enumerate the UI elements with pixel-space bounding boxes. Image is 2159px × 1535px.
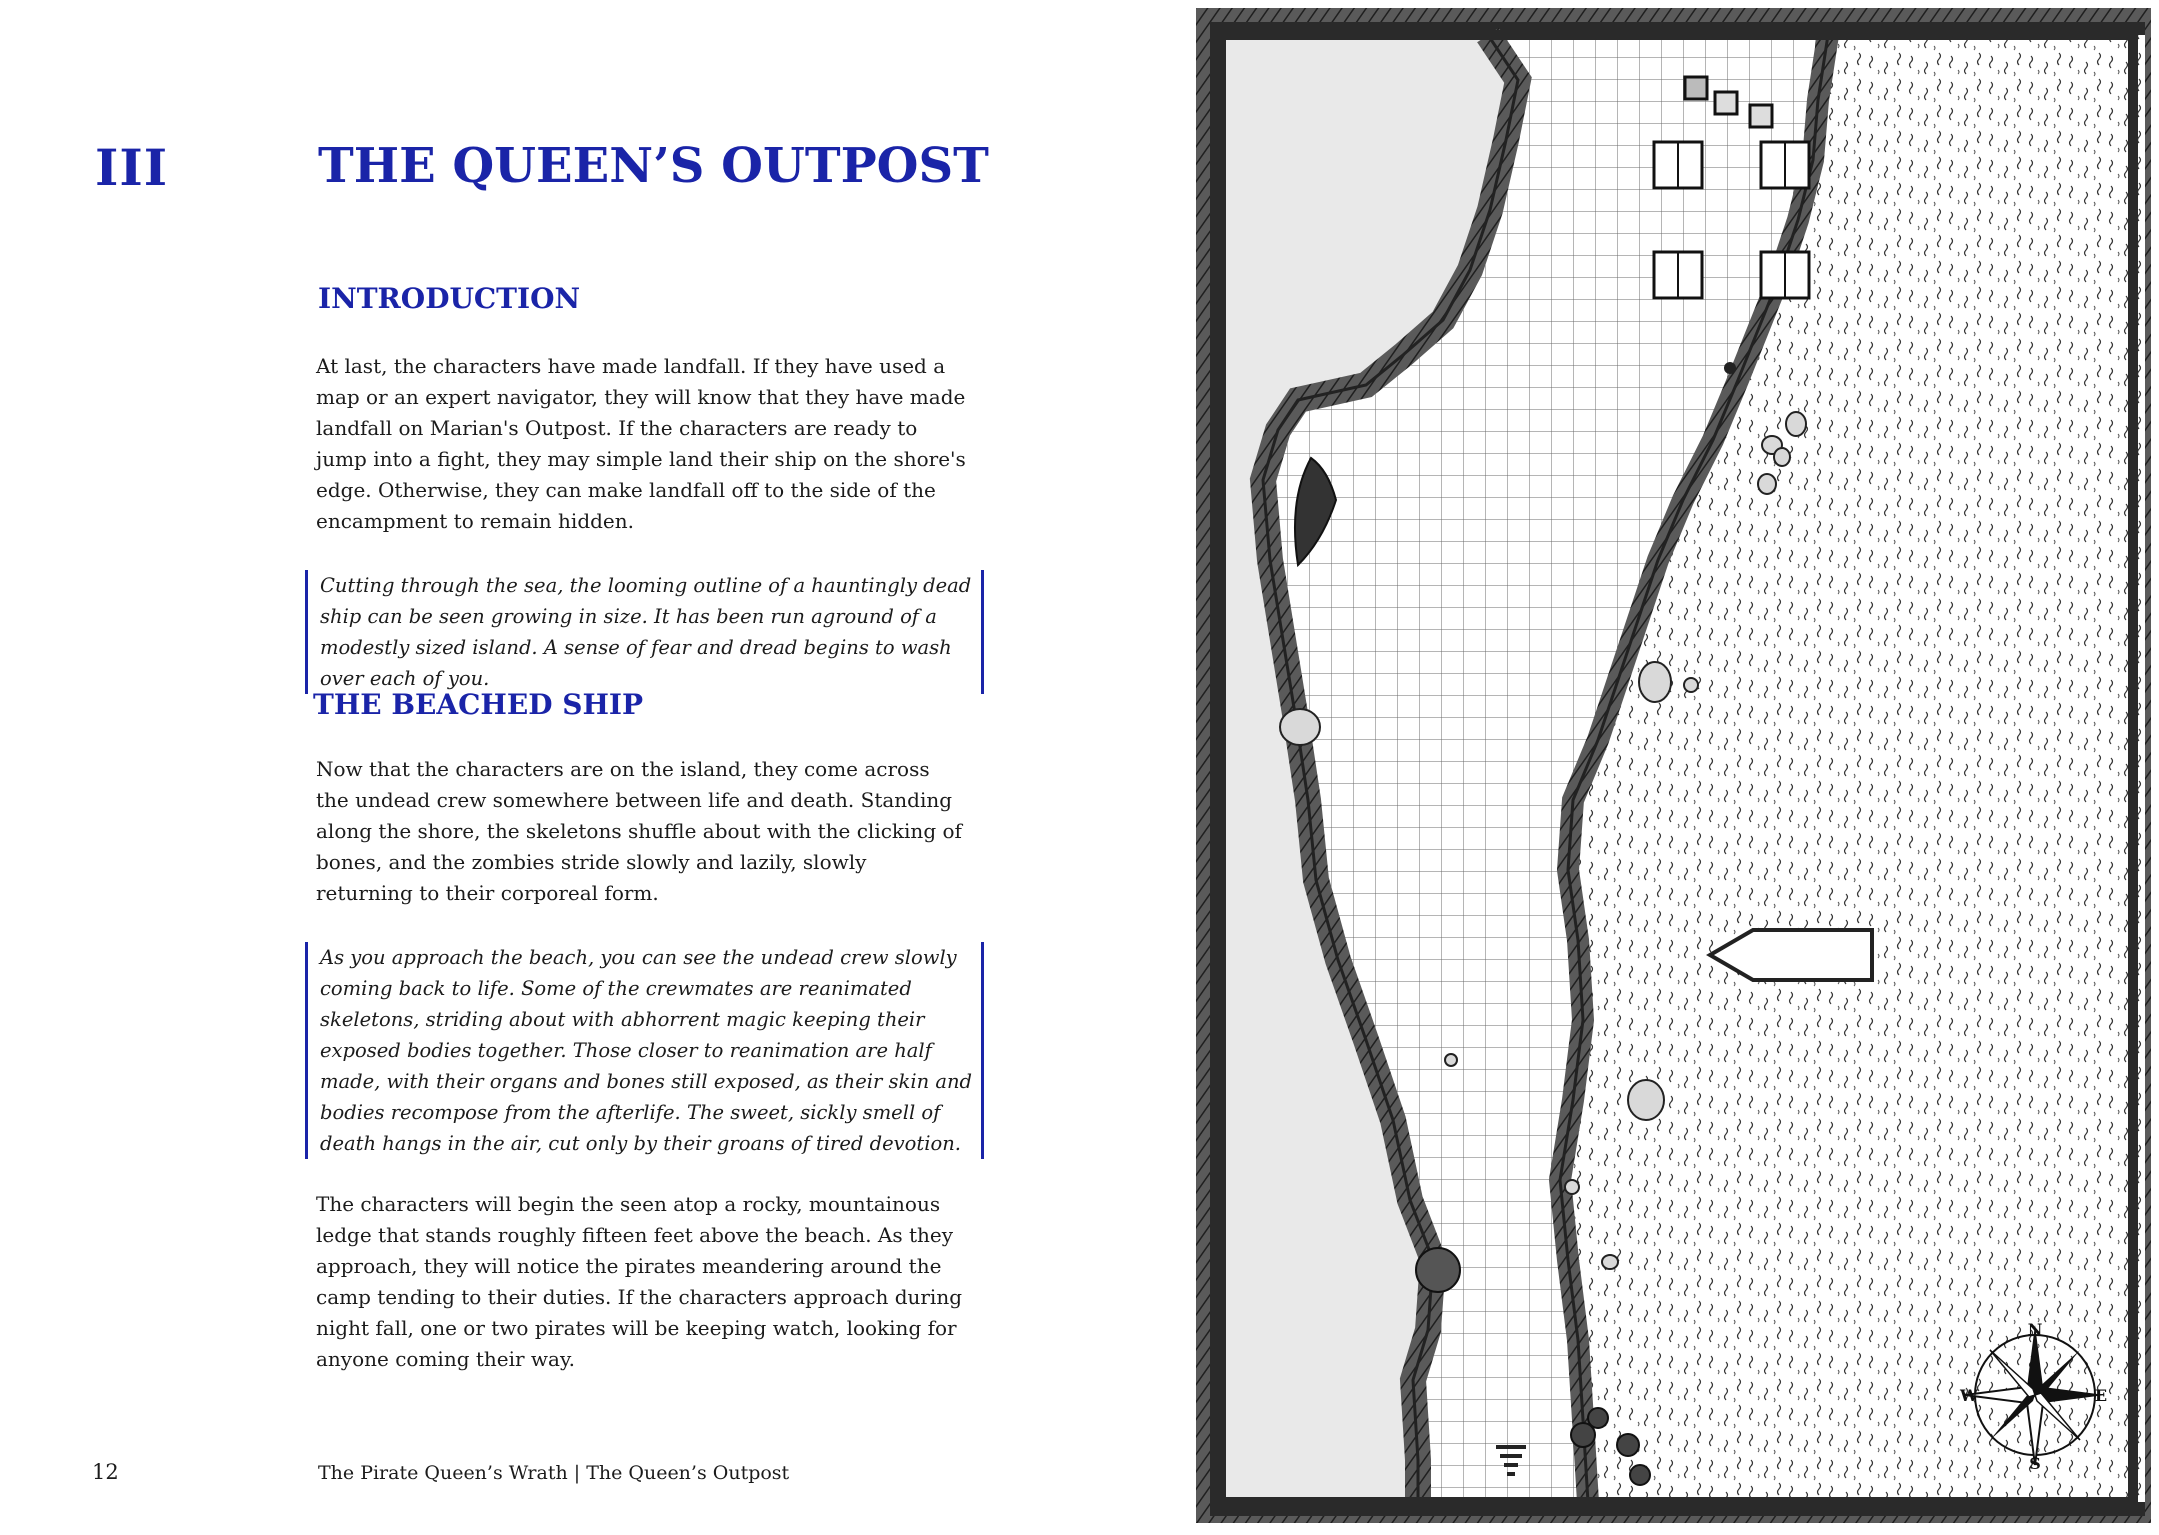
crate — [1715, 92, 1737, 114]
chapter-title: THE QUEEN’S OUTPOST — [318, 138, 989, 194]
tent — [1761, 252, 1809, 298]
beached-ship-heading: THE BEACHED SHIP — [313, 688, 644, 721]
tent — [1654, 252, 1702, 298]
crate — [1685, 77, 1707, 99]
beached-ship-paragraph-2: The characters will begin the seen atop a rocky, mountainous ledge that stands roughly fifteen feet above the beach. As they approach, they will notice the pirates meandering around the camp tending to their duties. If the characters approach during night fall, one or two pirates will be keeping watch, looking for anyone coming their way. — [316, 1192, 963, 1371]
introduction-paragraph: At last, the characters have made landfall. If they have used a map or an expert navigator, they will know that they have made landfall on Marian's Outpost. If the characters are ready to jump into a fight, they may simple land their ship on the shore's edge. Otherwise, they can make landfall off to the side of the encampment to remain hidden. — [316, 354, 966, 533]
compass-s: S — [2029, 1454, 2041, 1473]
compass-w: W — [1960, 1386, 1978, 1405]
tent — [1761, 142, 1809, 188]
running-footer: The Pirate Queen’s Wrath | The Queen’s Outpost — [318, 1462, 790, 1484]
battle-map — [1188, 0, 2159, 1531]
bush — [1416, 1248, 1460, 1292]
compass-n: N — [2027, 1320, 2043, 1339]
introduction-read-aloud: Cutting through the sea, the looming outline of a hauntingly dead ship can be seen growing in size. It has been run aground of a modestly sized island. A sense of fear and dread begins to wash over each of you. — [305, 570, 984, 694]
chapter-number: III — [95, 138, 169, 197]
tent — [1654, 142, 1702, 188]
campfire — [1724, 362, 1736, 374]
compass-e: E — [2094, 1386, 2108, 1405]
introduction-heading: INTRODUCTION — [318, 282, 581, 315]
beached-ship-paragraph-1: Now that the characters are on the island, they come across the undead crew somewhere between life and death. Standing along the shore, the skeletons shuffle about with the clicking of bones, and the zombies stride slowly and lazily, slowly returning to their corporeal form. — [316, 757, 962, 905]
beached-ship-read-aloud: As you approach the beach, you can see the undead crew slowly coming back to life. Some of the crewmates are reanimated skeletons, striding about with abhorrent magic keeping their exposed bodies together. Those closer to reanimation are half made, with their organs and bones still exposed, as their skin and bodies recompose from the afterlife. The sweet, sickly smell of death hangs in the air, cut only by their groans of tired devotion. — [305, 942, 984, 1159]
page-number: 12 — [92, 1460, 119, 1484]
crate — [1750, 105, 1772, 127]
